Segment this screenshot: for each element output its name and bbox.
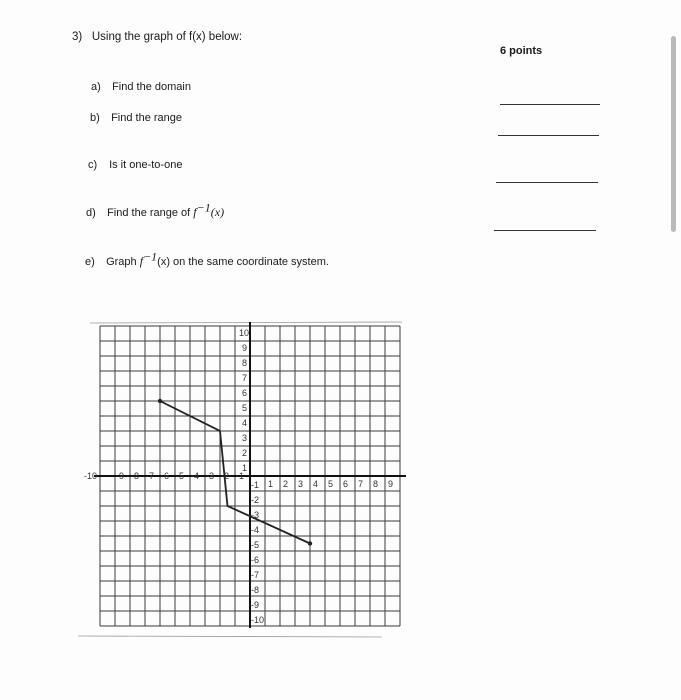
part-a bbox=[91, 80, 191, 94]
y-tick-label: -6 bbox=[251, 555, 260, 565]
part-b-label: b) bbox=[90, 112, 100, 124]
x-tick-label: 3 bbox=[298, 479, 304, 489]
part-c-label: c) bbox=[88, 159, 98, 171]
scan-edge-bottom bbox=[78, 636, 382, 637]
y-tick-label: -9 bbox=[251, 600, 260, 610]
y-tick-label: -10 bbox=[251, 615, 265, 625]
answer-line-a[interactable] bbox=[500, 104, 600, 105]
part-c bbox=[88, 158, 182, 172]
y-tick-label: 3 bbox=[242, 433, 248, 443]
part-d bbox=[86, 200, 225, 220]
y-tick-label: 6 bbox=[242, 388, 248, 398]
part-c-text: Is it one-to-one bbox=[109, 159, 183, 171]
x-tick-label: -4 bbox=[191, 471, 200, 481]
x-tick-label: 1 bbox=[268, 479, 274, 489]
answer-line-c[interactable] bbox=[496, 182, 598, 183]
y-tick-label: 10 bbox=[239, 328, 250, 338]
function-start-point bbox=[158, 399, 162, 403]
y-tick-label: -4 bbox=[251, 525, 260, 535]
y-tick-label: -2 bbox=[251, 495, 260, 505]
x-tick-label: 7 bbox=[358, 479, 364, 489]
part-d-pre: Find the range of bbox=[107, 207, 194, 219]
y-tick-label: 8 bbox=[242, 358, 248, 368]
part-e-sup: −1 bbox=[143, 249, 158, 264]
part-b bbox=[90, 111, 182, 125]
part-e-label: e) bbox=[85, 256, 95, 268]
function-end-point bbox=[308, 541, 312, 545]
y-tick-label: 7 bbox=[242, 373, 248, 383]
x-tick-label: -7 bbox=[146, 471, 155, 481]
part-a-label: a) bbox=[91, 81, 101, 93]
x-tick-label: -9 bbox=[116, 471, 125, 481]
question-text: Using the graph of f(x) below: bbox=[91, 31, 243, 43]
answer-line-d[interactable] bbox=[494, 230, 596, 231]
x-tick-label: 2 bbox=[283, 479, 289, 489]
x-tick-label: 5 bbox=[328, 479, 334, 489]
part-d-sup: −1 bbox=[196, 200, 211, 215]
points-label: 6 points bbox=[500, 45, 543, 57]
part-e-pre: Graph bbox=[106, 256, 140, 268]
x-tick-label: 6 bbox=[343, 479, 349, 489]
x-tick-label: -3 bbox=[206, 471, 215, 481]
y-tick-label: -5 bbox=[251, 540, 260, 550]
vertical-scrollbar[interactable] bbox=[671, 36, 676, 232]
part-b-text: Find the range bbox=[111, 112, 182, 124]
part-d-post: (x) bbox=[210, 205, 225, 219]
y-tick-label: -8 bbox=[251, 585, 260, 595]
answer-line-b[interactable] bbox=[498, 135, 599, 136]
part-d-label: d) bbox=[86, 207, 96, 219]
part-d-func: f bbox=[193, 205, 197, 219]
x-tick-label: -6 bbox=[161, 471, 170, 481]
x-tick-label: -8 bbox=[131, 471, 140, 481]
y-tick-label: -7 bbox=[251, 570, 260, 580]
y-tick-label: -1 bbox=[251, 480, 260, 490]
x-tick-label: -10 bbox=[84, 471, 98, 481]
y-tick-label: 5 bbox=[242, 403, 248, 413]
coordinate-graph bbox=[76, 318, 406, 640]
x-tick-label: 8 bbox=[373, 479, 379, 489]
part-a-text: Find the domain bbox=[112, 81, 191, 93]
x-tick-label: -2 bbox=[221, 471, 230, 481]
y-tick-label: 1 bbox=[242, 463, 248, 473]
part-e bbox=[85, 249, 329, 269]
part-e-post: (x) on the same coordinate system. bbox=[157, 256, 329, 268]
axes bbox=[94, 322, 406, 628]
question-title bbox=[72, 30, 242, 44]
x-tick-label: 9 bbox=[388, 479, 394, 489]
y-tick-label: -3 bbox=[251, 510, 260, 520]
y-tick-label: 9 bbox=[242, 343, 248, 353]
y-tick-label: 2 bbox=[242, 448, 248, 458]
question-number: 3) bbox=[72, 31, 83, 43]
x-tick-label: 4 bbox=[313, 479, 319, 489]
y-tick-label: 4 bbox=[242, 418, 248, 428]
scan-edge-top bbox=[90, 322, 402, 323]
x-tick-label: -1 bbox=[236, 471, 245, 481]
x-tick-label: -5 bbox=[176, 471, 185, 481]
part-e-func: f bbox=[139, 254, 144, 268]
